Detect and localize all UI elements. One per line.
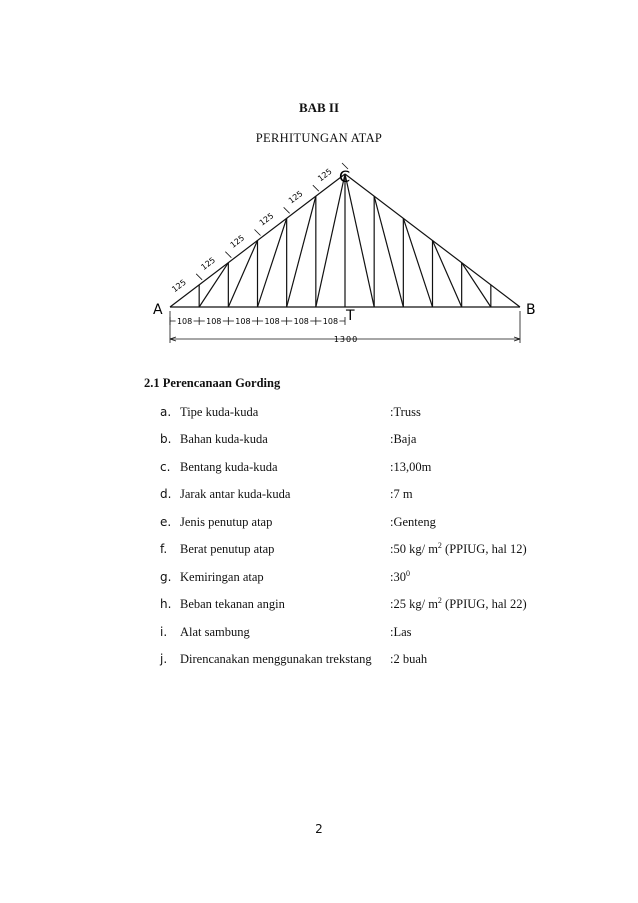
node-label-c: C — [339, 167, 351, 186]
item-marker: g. — [160, 570, 172, 584]
item-value: :Baja — [390, 432, 417, 446]
diagonal-member — [462, 263, 491, 307]
item-marker: h. — [160, 597, 172, 611]
item-label: Tipe kuda-kuda — [180, 405, 259, 419]
node-label-t: T — [346, 308, 355, 324]
diagonal-member — [403, 218, 432, 307]
truss-diagram — [0, 160, 638, 360]
item-label: Jarak antar kuda-kuda — [180, 487, 291, 501]
rafter-tick — [196, 274, 202, 280]
rafter-tick — [284, 207, 290, 213]
item-marker: d. — [160, 487, 172, 501]
item-label: Beban tekanan angin — [180, 597, 285, 611]
item-label: Jenis penutup atap — [180, 515, 273, 529]
rafter-segment-label: 125 — [257, 211, 276, 228]
node-label-a: A — [153, 302, 163, 318]
bottom-segment-label: 108 — [206, 317, 222, 326]
item-value: $:30^0$ — [390, 569, 410, 584]
rafter-segment-label: 125 — [286, 189, 305, 206]
item-value: :13,00m — [390, 460, 432, 474]
diagonal-member — [316, 174, 345, 307]
node-label-b: B — [526, 302, 536, 318]
item-marker: i. — [160, 625, 168, 639]
bottom-segment-label: 108 — [235, 317, 251, 326]
rafter-tick — [225, 252, 231, 258]
item-value: :7 m — [390, 487, 413, 501]
diagonal-member — [228, 241, 257, 308]
item-value: :2 buah — [390, 652, 428, 666]
item-marker: b. — [160, 432, 172, 446]
rafter-segment-label: 125 — [170, 277, 188, 295]
diagonal-member — [258, 218, 287, 307]
chapter-heading: BAB II — [298, 100, 340, 115]
page-number: 2 — [315, 822, 323, 836]
rafter-tick — [313, 185, 319, 191]
diagonal-member — [287, 196, 316, 307]
item-value: :25 kg/ $m^2$ (PPIUG, hal 22) — [390, 596, 527, 611]
truss-members — [170, 174, 520, 307]
item-label: Berat penutup atap — [180, 542, 275, 556]
bottom-segment-label: 108 — [176, 317, 193, 326]
item-label: Alat sambung — [180, 625, 250, 639]
item-value: :Genteng — [390, 515, 436, 529]
rafter-segment-label: 125 — [199, 255, 218, 272]
item-marker: j. — [160, 652, 168, 666]
rafter-segment-label: 125 — [228, 233, 247, 250]
diagonal-member — [374, 196, 403, 307]
rafter-tick — [255, 230, 261, 236]
bottom-segment-label: 108 — [264, 317, 280, 326]
page-title: PERHITUNGAN ATAP — [255, 131, 383, 145]
diagonal-member — [345, 174, 374, 307]
item-value: :Truss — [390, 405, 421, 419]
item-value: :50 kg/ $m^2$ (PPIUG, hal 12) — [390, 541, 527, 556]
item-label: Kemiringan atap — [180, 570, 264, 584]
item-marker: f. — [160, 542, 168, 556]
item-label: Direncanakan menggunakan trekstang — [180, 652, 372, 666]
item-label: Bahan kuda-kuda — [180, 432, 268, 446]
item-marker: c. — [160, 460, 171, 474]
bottom-segment-label: 108 — [293, 317, 309, 326]
item-marker: a. — [160, 405, 172, 419]
bottom-segment-label: 108 — [322, 317, 339, 326]
item-label: Bentang kuda-kuda — [180, 460, 278, 474]
rafter-segment-label: 125 — [316, 166, 334, 184]
total-span-label: 1300 — [333, 335, 359, 344]
item-marker: e. — [160, 515, 172, 529]
section-heading: 2.1 Perencanaan Gording — [144, 376, 281, 390]
diagonal-member — [433, 241, 462, 308]
item-value: :Las — [390, 625, 412, 639]
